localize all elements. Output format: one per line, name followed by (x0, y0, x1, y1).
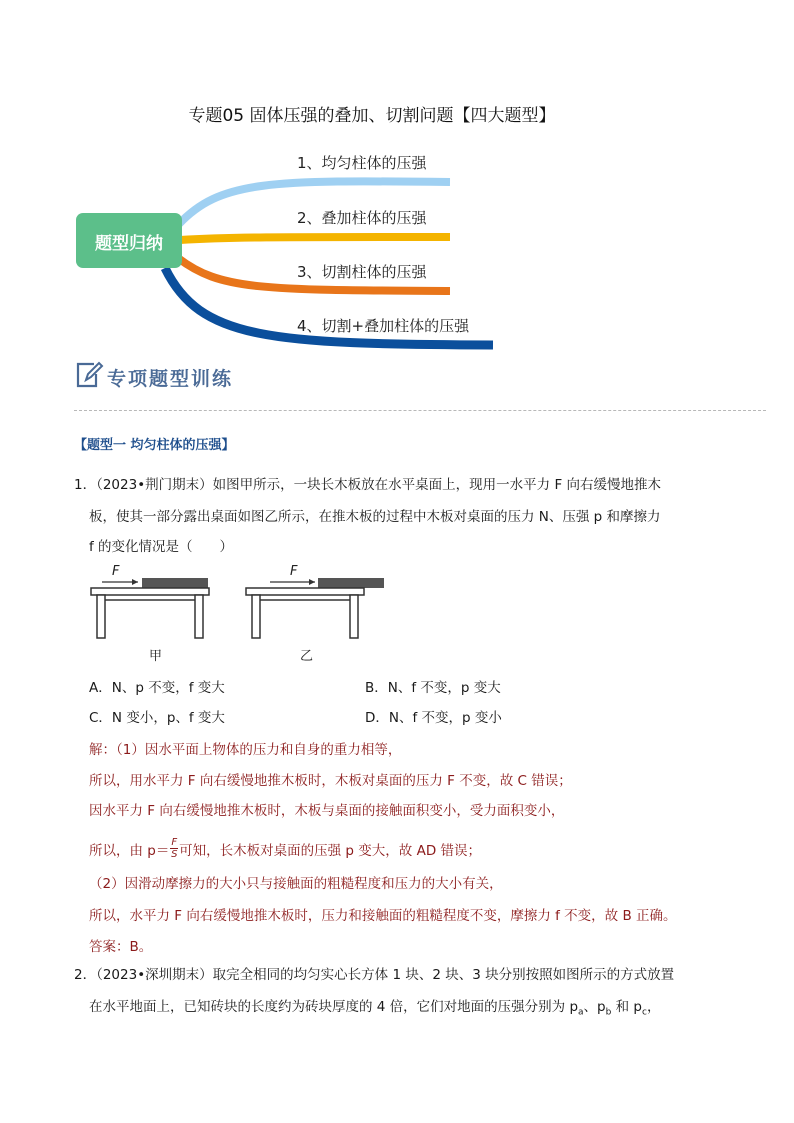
subscript-b: b (605, 1007, 612, 1018)
solution-line-1: 解：（1）因水平面上物体的压力和自身的重力相等， (89, 742, 402, 758)
q2-line-1: 2．（2023•深圳期末）取完全相同的均匀实心长方体 1 块、2 块、3 块分别按照如图所示的方式放置 (74, 967, 675, 983)
subscript-c: c (642, 1007, 647, 1018)
q1-line-3: f 的变化情况是（ ） (89, 539, 234, 555)
solution-line-3: 因水平力 F 向右缓慢地推木板时，木板与桌面的接触面积变小，受力面积变小， (89, 803, 565, 819)
q2-line-2 (89, 994, 660, 1026)
mindmap-root-label: 题型归纳 (95, 234, 163, 254)
q2-line-2-text: 在水平地面上，已知砖块的长度约为砖块厚度的 4 倍，它们对地面的压强分别为 p (89, 999, 579, 1015)
section-divider (74, 410, 766, 411)
q2-tail: ， (646, 999, 661, 1015)
mindmap-branch-2: 2、叠加柱体的压强 (297, 209, 427, 227)
subscript-a: a (578, 1007, 584, 1018)
option-d: D．N、f 不变，p 变小 (365, 710, 502, 726)
q1-figure (88, 562, 388, 644)
solution-formula-prefix: 所以，由 p＝ (89, 842, 170, 859)
q2-sep-1: 、p (583, 999, 606, 1015)
fraction-denominator: S (171, 849, 178, 860)
force-label-right: F (290, 564, 298, 579)
solution-line-6: 所以，水平力 F 向右缓慢地推木板时，压力和接触面的粗糙程度不变，摩擦力 f 不变，故 B 正确。 (89, 908, 677, 924)
q1-line-2: 板，使其一部分露出桌面如图乙所示，在推木板的过程中木板对桌面的压力 N、压强 p 和摩擦力 (89, 509, 661, 525)
type-heading: 【题型一 均匀柱体的压强】 (74, 438, 235, 453)
solution-answer: 答案：B。 (89, 939, 153, 955)
caption-yi: 乙 (300, 649, 314, 664)
edit-note-icon (74, 360, 104, 390)
table-left (91, 578, 209, 638)
option-a: A．N、p 不变，f 变大 (89, 680, 225, 696)
q2-sep-2: 和 p (611, 999, 642, 1015)
option-c: C．N 变小，p、f 变大 (89, 710, 225, 726)
mindmap-branch-1: 1、均匀柱体的压强 (297, 154, 427, 172)
branch-2-curve (180, 237, 450, 240)
force-label-left: F (112, 564, 120, 579)
section-title: 专项题型训练 (107, 368, 234, 390)
table-right (246, 578, 384, 638)
mindmap-branch-4: 4、切割+叠加柱体的压强 (297, 317, 470, 335)
q1-line-1: 1．（2023•荆门期末）如图甲所示，一块长木板放在水平桌面上，现用一水平力 F 向右缓慢地推木 (74, 477, 662, 493)
solution-line-4 (89, 837, 481, 860)
fraction-f-over-s (170, 837, 178, 860)
mindmap-branch-3: 3、切割柱体的压强 (297, 263, 427, 281)
solution-formula-suffix: 可知，长木板对桌面的压强 p 变大，故 AD 错误； (179, 842, 482, 859)
caption-jia: 甲 (149, 649, 163, 664)
fraction-numerator: F (171, 837, 178, 848)
page-title: 专题05 固体压强的叠加、切割问题【四大题型】 (188, 106, 556, 126)
solution-line-2: 所以，用水平力 F 向右缓慢地推木板时，木板对桌面的压力 F 不变，故 C 错误； (89, 773, 572, 789)
solution-line-5: （2）因滑动摩擦力的大小只与接触面的粗糙程度和压力的大小有关， (89, 876, 503, 892)
option-b: B．N、f 不变，p 变大 (365, 680, 501, 696)
